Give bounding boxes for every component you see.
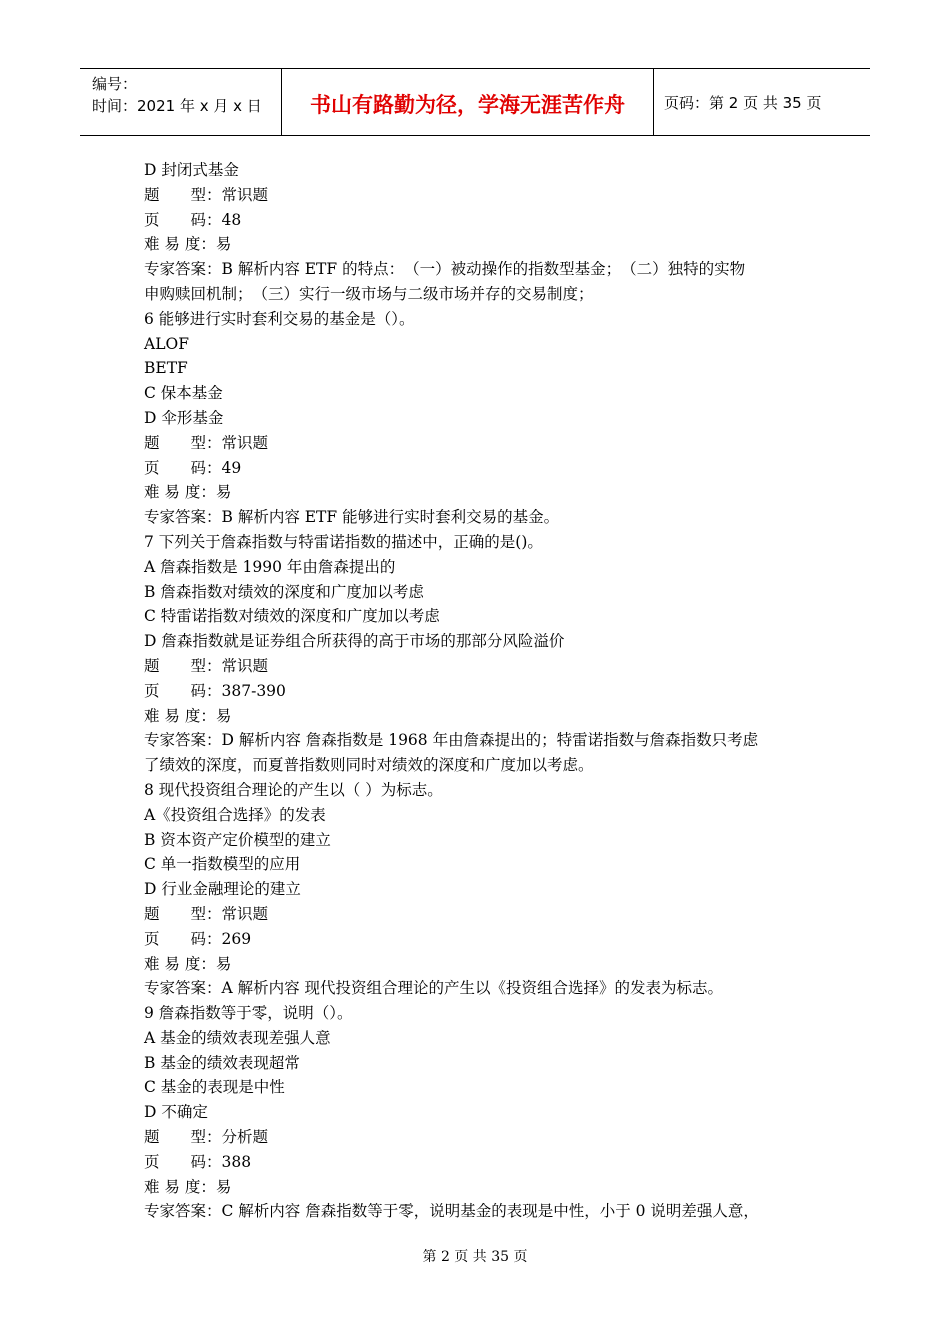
text-line: 难 易 度：易 (144, 235, 232, 254)
text-line: D 行业金融理论的建立 (144, 880, 301, 899)
text-line: 难 易 度：易 (144, 483, 232, 502)
text-line: 页 码：48 (144, 210, 242, 229)
header-motto: 书山有路勤为径，学海无涯苦作舟 (282, 69, 654, 135)
text-line: A 基金的绩效表现差强人意 (144, 1028, 331, 1047)
text-line: 题 型：分析题 (144, 1128, 269, 1147)
text-line: 难 易 度：易 (144, 1177, 232, 1196)
header-page-info: 页码：第 2 页 共 35 页 (664, 93, 822, 112)
text-line: 专家答案：D 解析内容 詹森指数是 1968 年由詹森提出的；特雷诺指数与詹森指数只考虑 (144, 731, 759, 750)
header-meta-cell (80, 69, 282, 135)
text-line: ALOF (144, 334, 189, 353)
text-line: 难 易 度：易 (144, 706, 232, 725)
text-line: 9 詹森指数等于零，说明（）。 (144, 1004, 353, 1023)
text-line: 专家答案：B 解析内容 ETF 的特点： （一）被动操作的指数型基金； （二）独特的实物 (144, 260, 746, 279)
page-footer: 第 2 页 共 35 页 (422, 1249, 528, 1265)
text-line: 专家答案：A 解析内容 现代投资组合理论的产生以《投资组合选择》的发表为标志。 (144, 979, 724, 998)
text-line: 了绩效的深度，而夏普指数则同时对绩效的深度和广度加以考虑。 (144, 756, 594, 775)
text-line: 专家答案：C 解析内容 詹森指数等于零，说明基金的表现是中性，小于 0 说明差强人意， (144, 1202, 759, 1221)
text-line: C 单一指数模型的应用 (144, 855, 301, 874)
text-line: A 詹森指数是 1990 年由詹森提出的 (144, 557, 396, 576)
text-line: D 不确定 (144, 1103, 208, 1122)
text-line: 题 型：常识题 (144, 656, 269, 675)
text-line: D 封闭式基金 (144, 161, 239, 179)
text-line: 6 能够进行实时套利交易的基金是（）。 (144, 309, 415, 328)
page-header (80, 68, 870, 136)
text-line: B 资本资产定价模型的建立 (144, 830, 331, 849)
text-line: 题 型：常识题 (144, 433, 269, 452)
text-line: 题 型：常识题 (144, 904, 269, 923)
text-line: 页 码：387-390 (144, 681, 286, 700)
text-line: D 伞形基金 (144, 408, 224, 427)
text-line: B 詹森指数对绩效的深度和广度加以考虑 (144, 582, 424, 601)
text-line: C 保本基金 (144, 384, 223, 403)
text-line: 页 码：269 (144, 929, 252, 948)
text-line: 申购赎回机制； （三）实行一级市场与二级市场并存的交易制度； (144, 284, 594, 303)
serial-label: 编号： (92, 75, 138, 93)
text-line: BETF (144, 359, 188, 378)
text-line: 题 型：常识题 (144, 185, 269, 204)
text-line: 页 码：49 (144, 458, 242, 477)
text-line: 专家答案：B 解析内容 ETF 能够进行实时套利交易的基金。 (144, 508, 560, 527)
text-line: 难 易 度：易 (144, 954, 232, 973)
document-body (144, 158, 816, 1224)
text-line: 7 下列关于詹森指数与特雷诺指数的描述中，正确的是()。 (144, 532, 543, 551)
text-line: A《投资组合选择》的发表 (144, 805, 326, 824)
text-line: B 基金的绩效表现超常 (144, 1053, 300, 1072)
text-line: C 基金的表现是中性 (144, 1078, 285, 1097)
text-line: 8 现代投资组合理论的产生以（ ）为标志。 (144, 780, 443, 799)
date-line: 时间：2021 年 x 月 x 日 (92, 97, 262, 115)
text-line: C 特雷诺指数对绩效的深度和广度加以考虑 (144, 607, 440, 626)
text-line: 页 码：388 (144, 1152, 252, 1171)
text-line: D 詹森指数就是证券组合所获得的高于市场的那部分风险溢价 (144, 632, 565, 651)
